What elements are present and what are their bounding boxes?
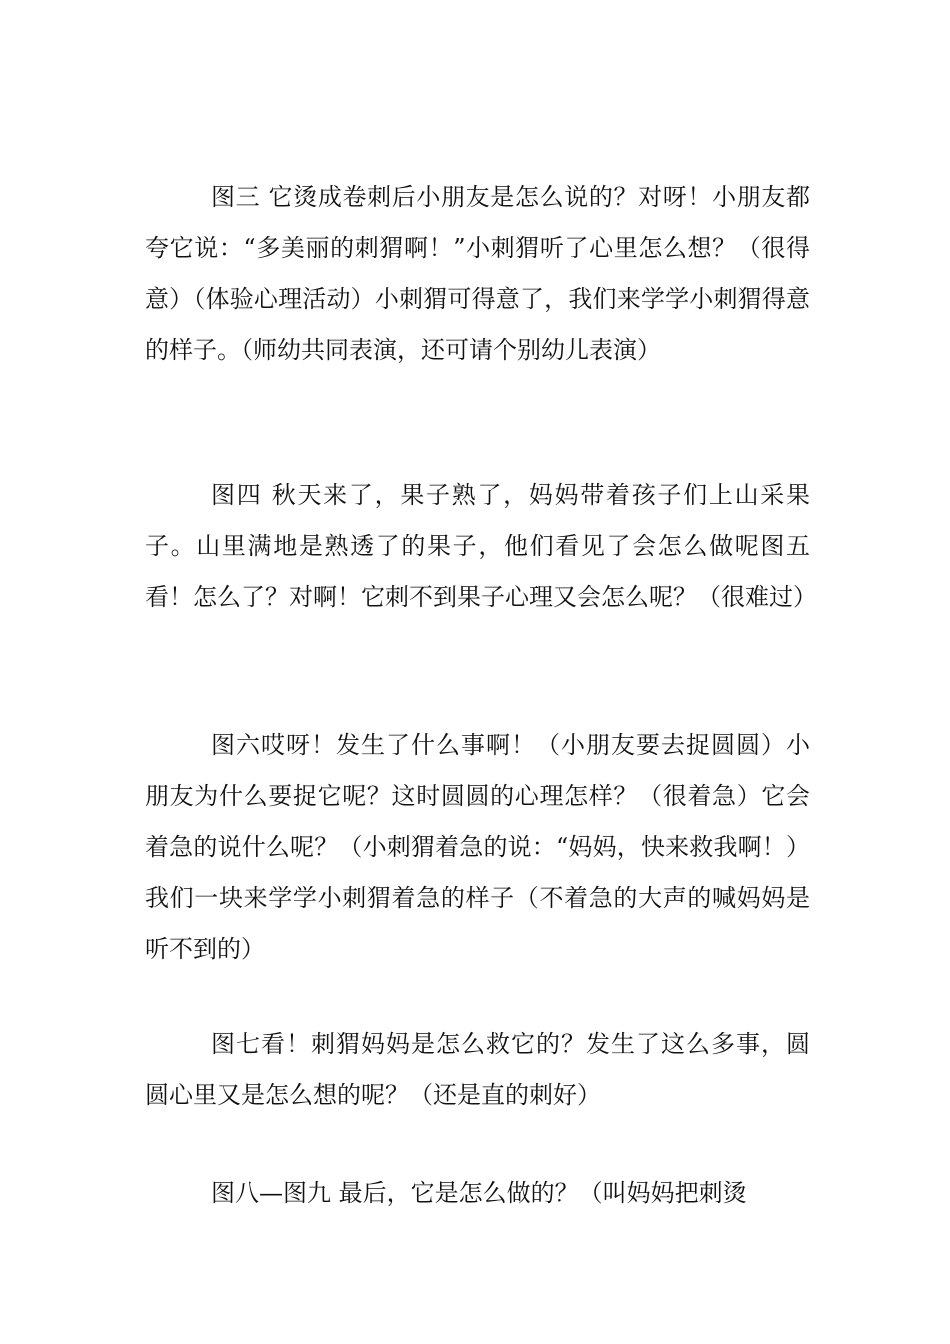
paragraph-figure-7: 图七看！刺猬妈妈是怎么救它的？发生了这么多事，圆圆心里又是怎么想的呢？（还是直的刺好） bbox=[145, 1030, 810, 1109]
paragraph-figure-4-5: 图四 秋天来了，果子熟了，妈妈带着孩子们上山采果子。山里满地是熟透了的果子，他们看见了会怎么做呢图五看！怎么了？对啊！它刺不到果子心理又会怎么呢？（很难过） bbox=[145, 481, 817, 611]
paragraph-figure-6: 图六哎呀！发生了什么事啊！（小朋友要去捉圆圆）小朋友为什么要捉它呢？这时圆圆的心理怎样？（很着急）它会着急的说什么呢？（小刺猬着急的说：“妈妈，快来救我啊！）我们一块来学学小刺猬着急的样子（不着急的大声的喊妈妈是听不到的） bbox=[145, 731, 810, 963]
paragraph-figure-8-9: 图八—图九 最后，它是怎么做的？（叫妈妈把刺烫 bbox=[211, 1179, 747, 1207]
paragraph-figure-3: 图三 它烫成卷刺后小朋友是怎么说的？对呀！小朋友都夸它说：“多美丽的刺猬啊！”小刺猬听了心里怎么想？（很得意）（体验心理活动）小刺猬可得意了，我们来学学小刺猬得意的样子。（师幼共同表演，还可请个别幼儿表演） bbox=[145, 183, 810, 364]
